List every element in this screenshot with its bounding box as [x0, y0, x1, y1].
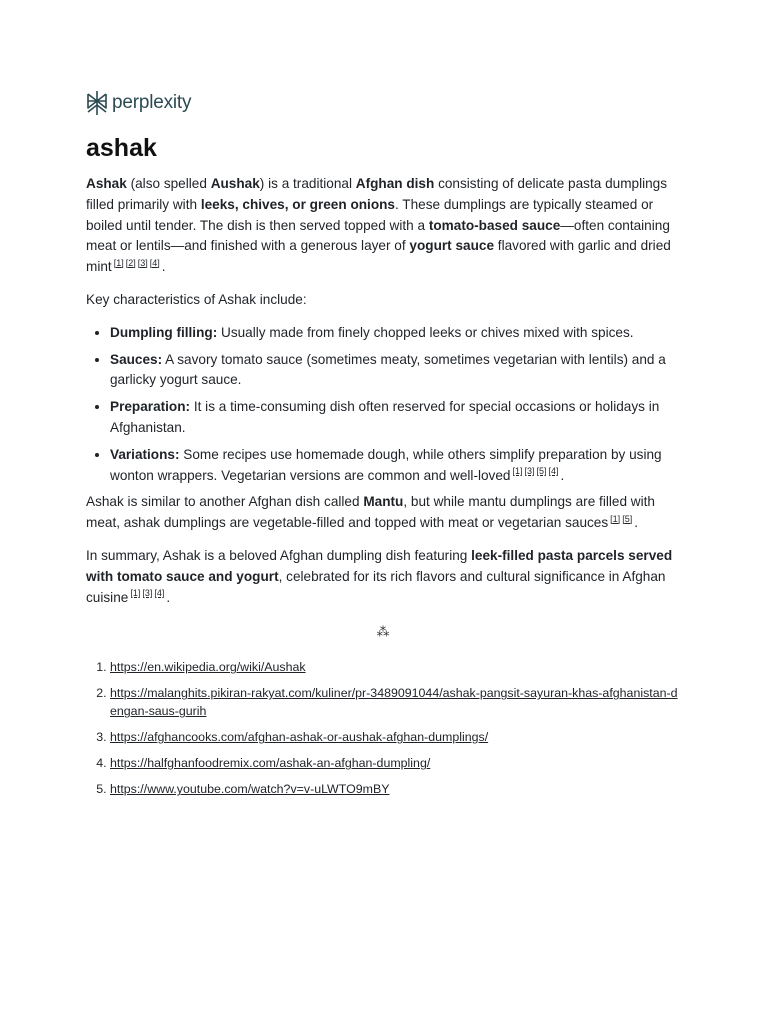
perplexity-logo	[86, 88, 680, 118]
key-characteristics-intro: Key characteristics of Ashak include:	[86, 291, 307, 307]
citation-link[interactable]: [5]	[536, 466, 547, 477]
list-item: • Sauces: A savory tomato sauce (sometimes meaty, sometimes vegetarian with lentils) and a garlicky yogurt sauce.	[110, 350, 680, 392]
document	[86, 88, 680, 806]
mantu-paragraph: Ashak is similar to another Afghan dish called Mantu, but while mantu dumplings are filled with meat, ashak dumplings are vegetable-filled and topped with meat or vegetarian sauces [1] [5] .	[86, 494, 655, 531]
citation-link[interactable]: [3]	[137, 257, 148, 268]
citation-link[interactable]: [4]	[154, 588, 165, 599]
citation-link[interactable]: [4]	[149, 257, 160, 268]
references-list	[86, 658, 680, 798]
section-divider: ⁂	[376, 624, 390, 640]
summary-paragraph: In summary, Ashak is a beloved Afghan dumpling dish featuring leek-filled pasta parcels served with tomato sauce and yogurt, celebrated for its rich flavors and cultural significance in Afghan cuisine [1] [3] [4] .	[86, 547, 673, 605]
page-title: ashak	[86, 134, 157, 162]
list-item: • Variations: Some recipes use homemade dough, while others simplify preparation by using wonton wrappers. Vegetarian versions are common and well-loved [1] [3] [5] [4] .	[110, 445, 680, 487]
reference-item	[110, 658, 680, 676]
reference-link[interactable]: https://halfghanfoodremix.com/ashak-an-afghan-dumpling/	[110, 756, 431, 771]
brand-name: perplexity	[112, 92, 192, 113]
list-item: • Dumpling filling: Usually made from finely chopped leeks or chives mixed with spices.	[110, 323, 680, 344]
citation-link[interactable]: [1]	[512, 466, 523, 477]
reference-item	[110, 780, 680, 798]
citation-link[interactable]: [2]	[125, 257, 136, 268]
reference-link[interactable]: https://www.youtube.com/watch?v=v-uLWTO9mBY	[110, 782, 390, 797]
perplexity-logo-icon	[86, 90, 108, 116]
citation-link[interactable]: [1]	[610, 513, 621, 524]
citation-link[interactable]: [5]	[622, 513, 633, 524]
reference-item	[110, 684, 680, 720]
list-item: • Preparation: It is a time-consuming dish often reserved for special occasions or holidays in Afghanistan.	[110, 397, 680, 439]
reference-item	[110, 728, 680, 746]
citation-link[interactable]: [3]	[142, 588, 153, 599]
reference-item	[110, 754, 680, 772]
reference-link[interactable]: https://en.wikipedia.org/wiki/Aushak	[110, 660, 306, 675]
citation-link[interactable]: [4]	[548, 466, 559, 477]
citation-link[interactable]: [1]	[113, 257, 124, 268]
reference-link[interactable]: https://malanghits.pikiran-rakyat.com/kuliner/pr-3489091044/ashak-pangsit-sayuran-khas-afghanistan-dengan-saus-gurih	[110, 686, 678, 719]
characteristics-list	[86, 323, 680, 487]
citation-link[interactable]: [1]	[130, 588, 141, 599]
intro-paragraph: Ashak (also spelled Aushak) is a traditional Afghan dish consisting of delicate pasta dumplings filled primarily with leeks, chives, or green onions. These dumplings are typically steamed or boiled until tender. The dish is then served topped with a tomato-based sauce—often containing meat or lentils—and finished with a generous layer of yogurt sauce flavored with garlic and dried mint [1] [2] [3] [4] .	[86, 176, 671, 275]
citation-link[interactable]: [3]	[524, 466, 535, 477]
reference-link[interactable]: https://afghancooks.com/afghan-ashak-or-aushak-afghan-dumplings/	[110, 730, 489, 745]
